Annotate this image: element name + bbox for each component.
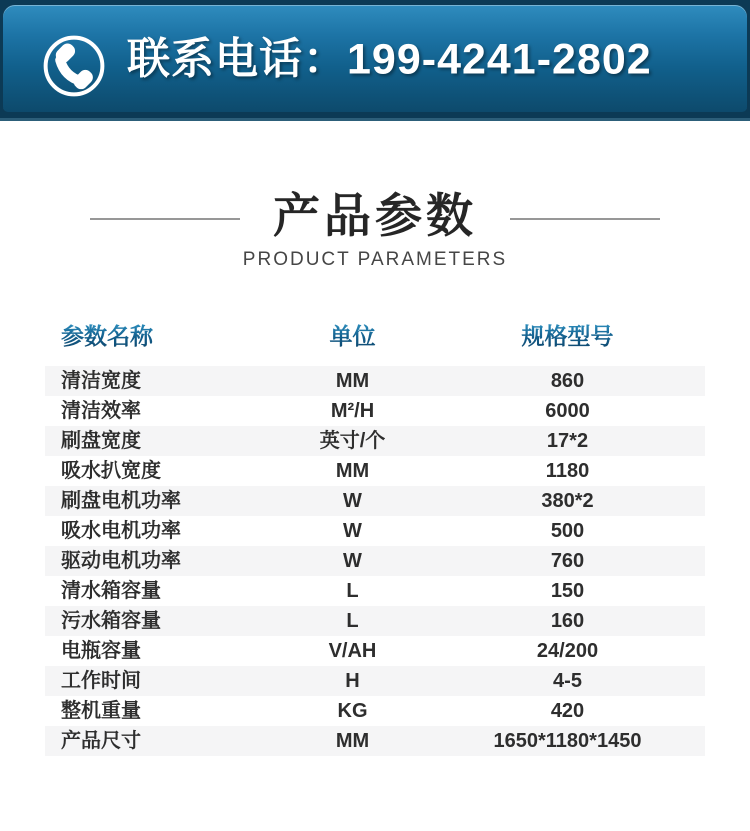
table-row [45,576,705,606]
spec-cell: 1650*1180*1450 [493,730,642,753]
table-body [45,366,705,756]
table-row [45,396,705,426]
unit-cell: L [346,610,359,633]
spec-cell: 500 [550,520,585,543]
name-cell: 污水箱容量 [61,610,161,633]
spec-cell: 420 [550,700,585,723]
table-row [45,366,705,396]
page-subtitle: PRODUCT PARAMETERS [242,249,508,271]
table-header-row [45,318,705,351]
page-title: 产品参数 [273,189,477,242]
section-title-block [0,191,750,271]
name-cell: 工作时间 [61,670,141,693]
unit-cell: W [343,550,362,573]
parameters-table [45,318,705,756]
table-row [45,546,705,576]
spec-cell: 1180 [545,460,590,483]
name-cell: 电瓶容量 [61,640,141,663]
table-row [45,636,705,666]
spec-cell: 4-5 [553,670,582,693]
name-cell: 产品尺寸 [61,730,141,753]
phone-icon [41,33,107,99]
banner-bottom-bevel [0,118,750,121]
unit-cell: MM [335,370,370,393]
unit-cell: M²/H [330,400,375,423]
name-cell: 清水箱容量 [61,580,161,603]
unit-cell: 英寸/个 [319,430,386,453]
name-cell: 清洁宽度 [61,370,141,393]
name-cell: 吸水电机功率 [61,520,181,543]
spec-cell: 860 [550,370,585,393]
unit-cell: KG [337,700,368,723]
unit-cell: H [345,670,360,693]
unit-cell: V/AH [328,640,377,663]
unit-cell: MM [335,730,370,753]
table-row [45,516,705,546]
contact-phone-text: 联系电话：199-4241-2802 [127,34,652,83]
name-cell: 吸水扒宽度 [61,460,161,483]
unit-cell: L [346,580,359,603]
spec-cell: 17*2 [546,430,589,453]
column-header-unit: 单位 [250,318,455,351]
name-cell: 清洁效率 [61,400,141,423]
column-header-specification: 规格型号 [455,318,705,351]
table-row [45,456,705,486]
spec-cell: 24/200 [536,640,599,663]
name-cell: 整机重量 [61,700,141,723]
unit-cell: MM [335,460,370,483]
name-cell: 驱动电机功率 [61,550,181,573]
spec-cell: 380*2 [541,490,594,513]
table-row [45,426,705,456]
table-row [45,726,705,756]
contact-banner [0,0,750,121]
name-cell: 刷盘电机功率 [61,490,181,513]
title-divider-left [90,218,240,220]
table-row [45,606,705,636]
table-row [45,666,705,696]
title-divider-right [510,218,660,220]
name-cell: 刷盘宽度 [61,430,141,453]
column-header-parameter-name: 参数名称 [45,318,250,351]
spec-cell: 6000 [545,400,590,423]
table-row [45,696,705,726]
spec-cell: 760 [550,550,585,573]
table-row [45,486,705,516]
unit-cell: W [343,520,362,543]
spec-cell: 150 [550,580,585,603]
contact-banner-panel [3,5,747,112]
spec-cell: 160 [550,610,585,633]
unit-cell: W [343,490,362,513]
